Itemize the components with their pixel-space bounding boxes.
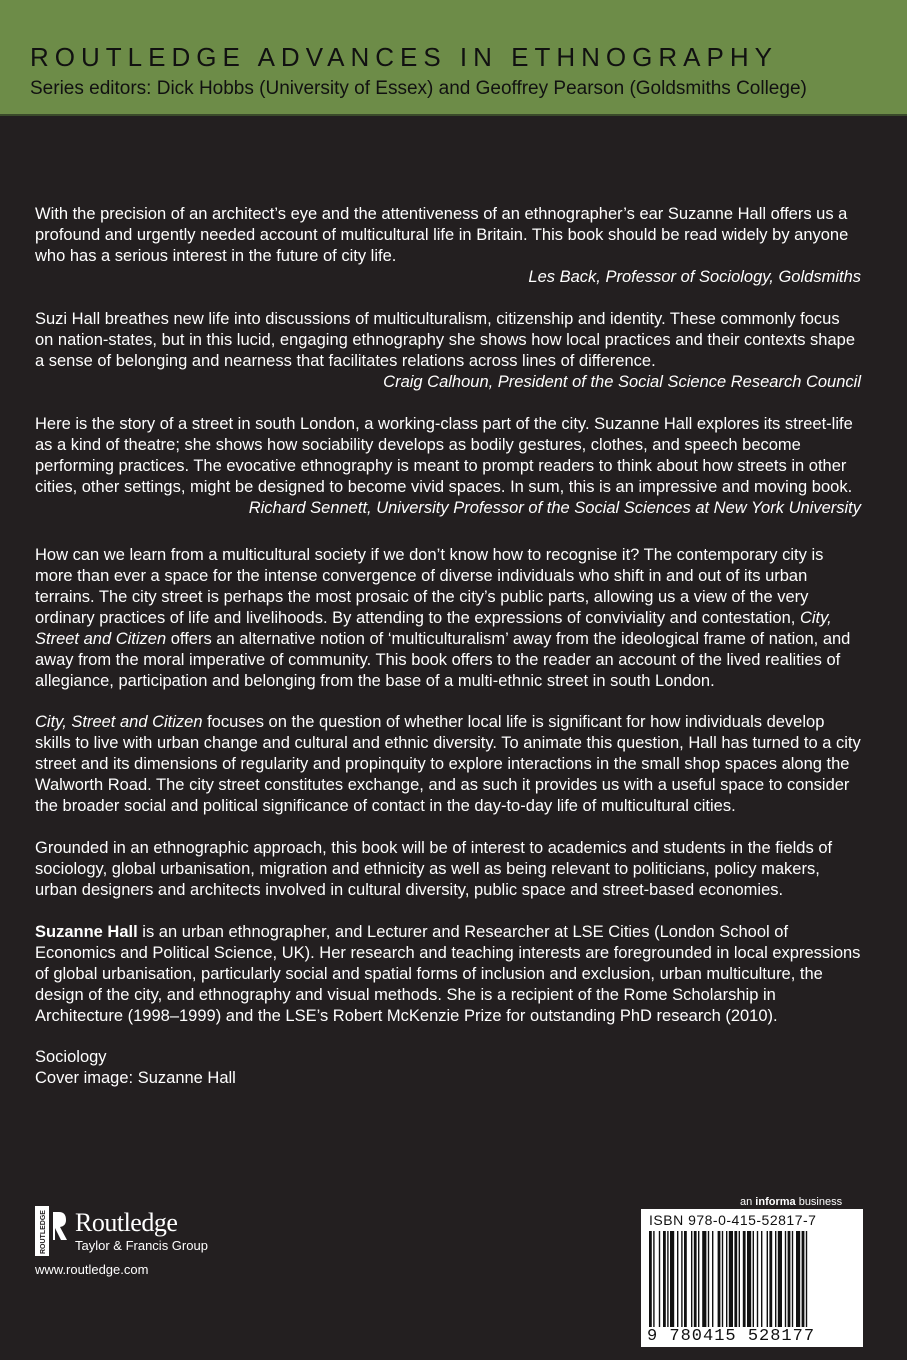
- isbn-label: ISBN 978-0-415-52817-7: [649, 1212, 817, 1228]
- publisher-group: Taylor & Francis Group: [75, 1238, 208, 1253]
- barcode-bar: [729, 1231, 733, 1327]
- barcode-bar: [785, 1231, 786, 1327]
- barcode-bar: [653, 1231, 654, 1327]
- book-title: City, Street and Citizen: [35, 609, 832, 648]
- publisher-name: Routledge: [75, 1208, 178, 1237]
- informa-brand: informa: [755, 1196, 796, 1208]
- series-editors: Series editors: Dick Hobbs (University of Essex) and Geoffrey Pearson (Goldsmiths College): [30, 78, 807, 99]
- barcode-bar: [726, 1231, 727, 1327]
- author-bio: [35, 922, 861, 1027]
- quote-text: Here is the story of a street in south London, a working-class part of the city. Suzanne Hall explores its street-life as a kind of theatre; she shows how sociability develops as bodily gestures, clothes, and speech become performing practices. The evocative ethnography is meant to prompt readers to think about how streets in other cities, other settings, might be designed to become vivid spaces. In sum, this is an impressive and moving book.: [35, 415, 853, 496]
- barcode-bar: [761, 1231, 762, 1327]
- isbn-barcode: [641, 1209, 863, 1347]
- barcode-bar: [670, 1231, 674, 1327]
- description-text: focuses on the question of whether local life is significant for how individuals develop skills to live with urban change and cultural and ethnic diversity. To animate this question, Hall has turned to a city street and its dimensions of regularity and propinquity to explore interactions in the small shop spaces along the Walworth Road. The city street constitutes exchange, and as such it provides us with a useful space to consider the broader social and political significance of contact in the day-to-day life of multicultural cities.: [35, 713, 861, 815]
- series-banner: [0, 0, 907, 116]
- author-name: Suzanne Hall: [35, 923, 138, 941]
- description-paragraph: Grounded in an ethnographic approach, this book will be of interest to academics and students in the fields of sociology, global urbanisation, migration and ethnicity as well as being relevant to politicians, policy makers, urban designers and architects involved in cultural diversity, public space and street-based economies.: [35, 839, 833, 899]
- quote-text: With the precision of an architect’s eye and the attentiveness of an ethnographer’s ear Suzanne Hall offers us a profound and urgently needed account of multicultural life in Britain. This book should be read widely by anyone who has a serious interest in the future of city life.: [35, 205, 849, 265]
- endorsement-quote: [35, 309, 861, 393]
- barcode-bars: [649, 1231, 855, 1327]
- barcode-bar: [659, 1231, 660, 1327]
- barcode-bar: [778, 1231, 782, 1327]
- barcode-bar: [734, 1231, 737, 1327]
- barcode-bar: [677, 1231, 678, 1327]
- back-cover-text: [35, 204, 861, 1089]
- barcode-bar: [712, 1231, 713, 1327]
- endorsement-quote: [35, 204, 861, 288]
- barcode-bar: [753, 1231, 754, 1327]
- informa-tagline: [740, 1196, 842, 1208]
- series-title: ROUTLEDGE ADVANCES IN ETHNOGRAPHY: [30, 42, 778, 72]
- quote-attribution: Les Back, Professor of Sociology, Goldsmiths: [528, 268, 861, 286]
- barcode-digits: 9 780415 528177: [647, 1327, 816, 1346]
- description-paragraph: [35, 545, 861, 692]
- barcode-bar: [722, 1231, 723, 1327]
- barcode-bar: [684, 1231, 687, 1327]
- barcode-bar: [681, 1231, 682, 1327]
- barcode-bar: [769, 1231, 772, 1327]
- barcode-bar: [663, 1231, 666, 1327]
- barcode-bar: [757, 1231, 758, 1327]
- barcode-bar: [698, 1231, 699, 1327]
- barcode-bar: [691, 1231, 692, 1327]
- barcode-bar: [708, 1231, 709, 1327]
- barcode-bar: [796, 1231, 800, 1327]
- author-bio-text: is an urban ethnographer, and Lecturer and Researcher at LSE Cities (London School of Economics and Political Science, UK). Her research and teaching interests are foregrounded in local expressions of global urbanisation, particularly social and spatial forms of inclusion and exclusion, urban multiculture, the design of the city, and ethnography and visual methods. She is a recipient of the Rome Scholarship in Architecture (1998–1999) and the LSE’s Robert McKenzie Prize for outstanding PhD research (2010).: [35, 923, 861, 1025]
- barcode-bar: [747, 1231, 751, 1327]
- barcode-bar: [718, 1231, 721, 1327]
- publisher-website: www.routledge.com: [35, 1262, 149, 1277]
- barcode-bar: [649, 1231, 652, 1327]
- barcode-bar: [792, 1231, 793, 1327]
- routledge-logo-icon: [35, 1206, 69, 1256]
- quote-text: Suzi Hall breathes new life into discussions of multiculturalism, citizenship and identity. These commonly focus on nation-states, but in this lucid, engaging ethnography she shows how local practices and their contexts shape a sense of belonging and nearness that facilitates relations across lines of difference.: [35, 310, 856, 370]
- barcode-bar: [667, 1231, 668, 1327]
- logo-mark-text: ROUTLEDGE: [40, 1210, 47, 1254]
- barcode-bar: [739, 1231, 740, 1327]
- quote-attribution: Craig Calhoun, President of the Social Science Research Council: [383, 373, 861, 391]
- barcode-bar: [806, 1231, 807, 1327]
- barcode-bar: [694, 1231, 697, 1327]
- routledge-logo: [35, 1206, 235, 1258]
- endorsement-quote: [35, 414, 861, 519]
- subject-category: Sociology: [35, 1048, 107, 1066]
- barcode-bar: [767, 1231, 768, 1327]
- barcode-bar: [775, 1231, 776, 1327]
- barcode-bar: [743, 1231, 746, 1327]
- barcode-bar: [788, 1231, 791, 1327]
- cover-image-credit: Cover image: Suzanne Hall: [35, 1069, 236, 1087]
- informa-suffix: business: [795, 1196, 843, 1208]
- description-paragraph: [35, 712, 861, 817]
- barcode-bar: [702, 1231, 706, 1327]
- informa-prefix: an: [740, 1196, 756, 1208]
- description-text: How can we learn from a multicultural society if we don’t know how to recognise it? The contemporary city is more than ever a space for the intense convergence of diverse individuals who shift in and out of its urban terrains. The city street is perhaps the most prosaic of the city’s public parts, allowing us a view of the very ordinary practices of life and livelihoods. By attending to the expressions of conviviality and contestation,: [35, 546, 824, 627]
- book-title: City, Street and Citizen: [35, 713, 203, 731]
- barcode-bar: [802, 1231, 805, 1327]
- description-text: offers an alternative notion of ‘multiculturalism’ away from the ideological frame of nation, and away from the moral imperative of community. This book offers to the reader an account of the lived realities of allegiance, participation and belonging from the base of a multi-ethnic street in south London.: [35, 630, 851, 690]
- quote-attribution: Richard Sennett, University Professor of the Social Sciences at New York University: [248, 499, 861, 517]
